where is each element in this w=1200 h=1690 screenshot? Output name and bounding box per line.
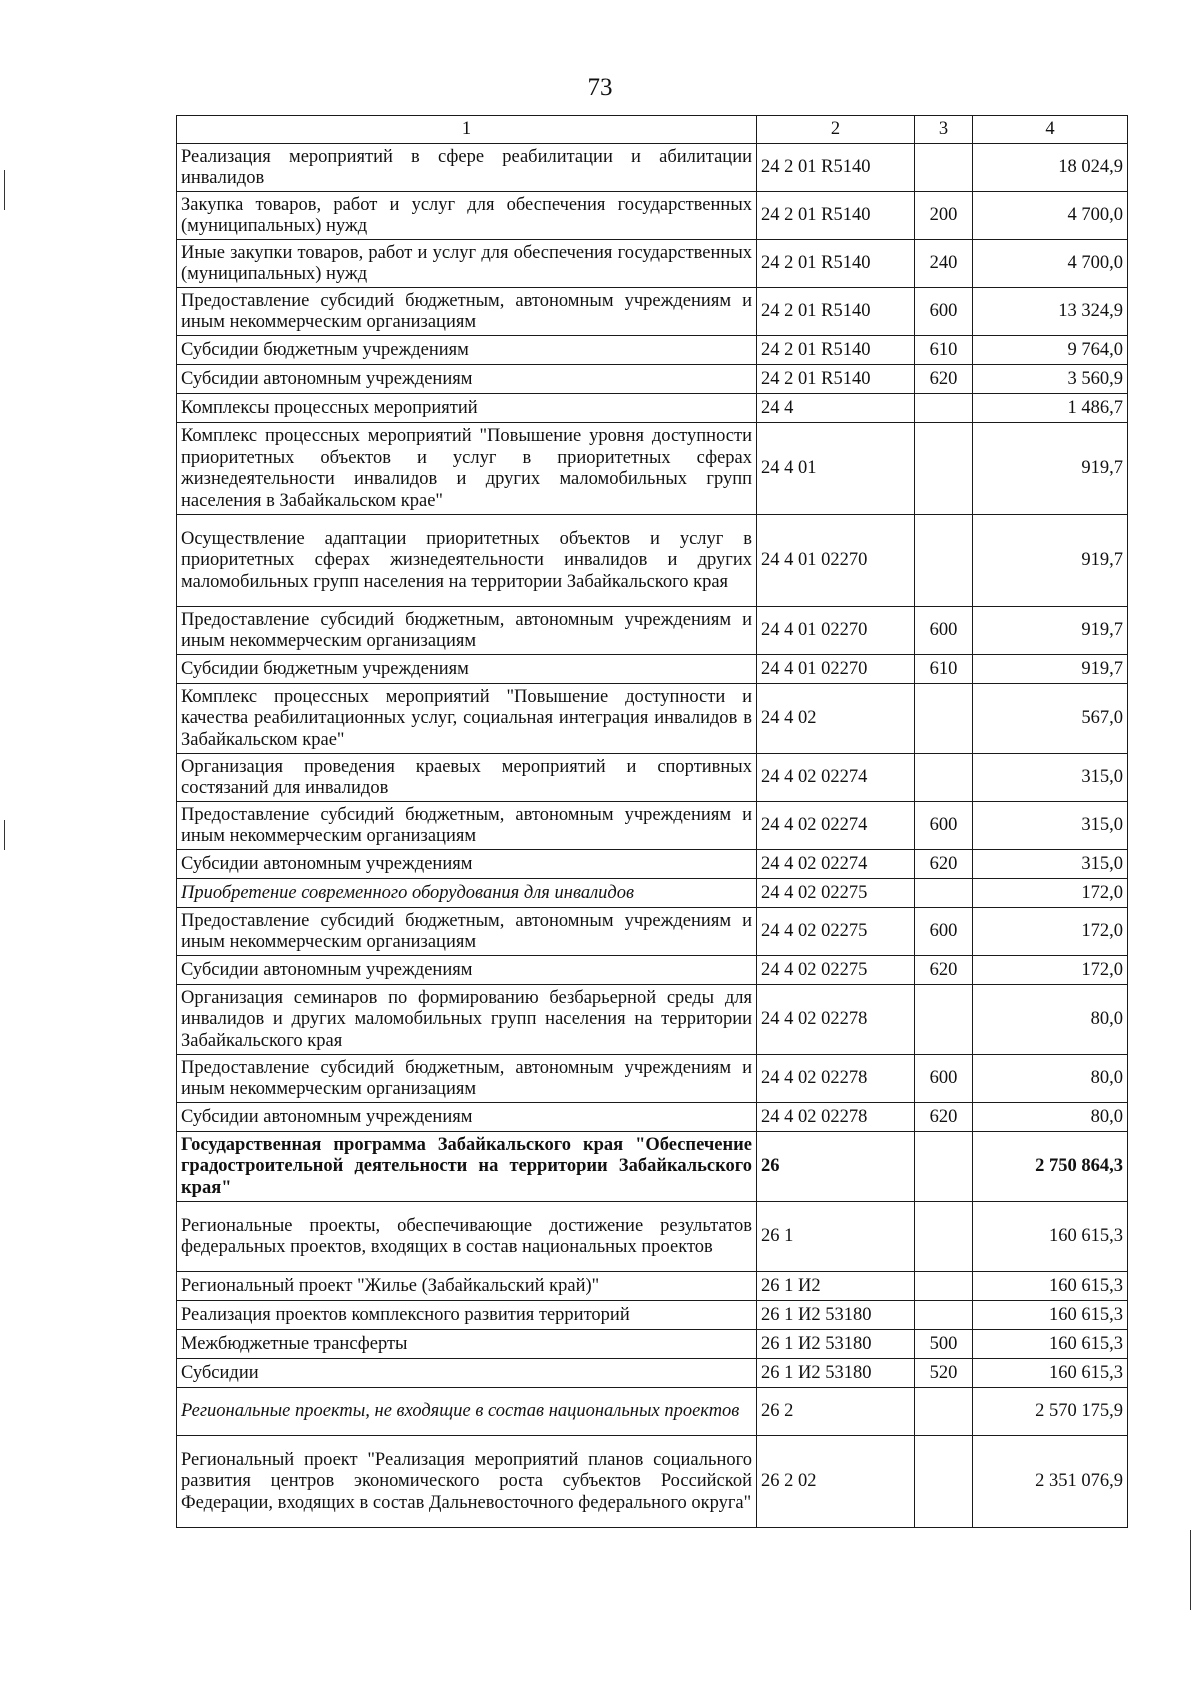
row-name-cell: Закупка товаров, работ и услуг для обеспечения государственных (муниципальных) нужд [177, 192, 757, 240]
row-amount-cell: 1 486,7 [973, 394, 1128, 423]
row-type-cell: 600 [915, 1055, 973, 1103]
row-code-cell: 26 1 И2 [757, 1272, 915, 1301]
row-amount-cell: 315,0 [973, 754, 1128, 802]
row-code-cell: 24 4 02 02278 [757, 1103, 915, 1132]
table-row [177, 754, 1128, 802]
row-name-cell: Комплекс процессных мероприятий "Повышение уровня доступности приоритетных объектов и услуг в приоритетных сферах жизнедеятельности инвалидов и других маломобильных групп населения в Забайкальском крае" [177, 423, 757, 515]
table-row [177, 655, 1128, 684]
row-amount-cell: 315,0 [973, 850, 1128, 879]
row-name-cell: Региональные проекты, не входящие в состав национальных проектов [177, 1388, 757, 1436]
row-amount-cell: 3 560,9 [973, 365, 1128, 394]
row-type-cell: 620 [915, 365, 973, 394]
header-col-2: 2 [757, 116, 915, 144]
row-code-cell: 24 4 01 [757, 423, 915, 515]
row-name-cell: Предоставление субсидий бюджетным, автономным учреждениям и иным некоммерческим организациям [177, 802, 757, 850]
row-type-cell [915, 1132, 973, 1202]
table-row [177, 1330, 1128, 1359]
row-name-cell: Предоставление субсидий бюджетным, автономным учреждениям и иным некоммерческим организациям [177, 288, 757, 336]
row-type-cell: 620 [915, 850, 973, 879]
row-amount-cell: 80,0 [973, 1055, 1128, 1103]
row-type-cell: 200 [915, 192, 973, 240]
row-amount-cell: 160 615,3 [973, 1272, 1128, 1301]
row-type-cell: 610 [915, 336, 973, 365]
table-body [177, 144, 1128, 1528]
row-type-cell: 600 [915, 288, 973, 336]
row-amount-cell: 919,7 [973, 423, 1128, 515]
row-name-cell: Комплекс процессных мероприятий "Повышение доступности и качества реабилитационных услуг, социальная интеграция инвалидов в Забайкальском крае" [177, 684, 757, 754]
row-name-cell: Субсидии автономным учреждениям [177, 365, 757, 394]
row-amount-cell: 2 750 864,3 [973, 1132, 1128, 1202]
row-code-cell: 24 4 01 02270 [757, 655, 915, 684]
row-code-cell: 26 2 [757, 1388, 915, 1436]
table-row [177, 365, 1128, 394]
row-type-cell [915, 985, 973, 1055]
row-amount-cell: 160 615,3 [973, 1301, 1128, 1330]
row-code-cell: 26 2 02 [757, 1436, 915, 1528]
table-row [177, 423, 1128, 515]
row-code-cell: 24 4 [757, 394, 915, 423]
row-type-cell: 240 [915, 240, 973, 288]
table-row [177, 1103, 1128, 1132]
row-name-cell: Реализация проектов комплексного развития территорий [177, 1301, 757, 1330]
row-amount-cell: 919,7 [973, 515, 1128, 607]
page-number: 73 [587, 74, 613, 101]
table-row [177, 515, 1128, 607]
scan-mark [1190, 1530, 1191, 1610]
row-amount-cell: 172,0 [973, 908, 1128, 956]
table-row [177, 1202, 1128, 1272]
table-row [177, 1388, 1128, 1436]
row-type-cell: 620 [915, 956, 973, 985]
header-col-3: 3 [915, 116, 973, 144]
row-type-cell: 500 [915, 1330, 973, 1359]
row-code-cell: 26 1 И2 53180 [757, 1301, 915, 1330]
row-code-cell: 24 2 01 R5140 [757, 336, 915, 365]
row-code-cell: 24 4 01 02270 [757, 515, 915, 607]
row-type-cell: 600 [915, 607, 973, 655]
row-type-cell [915, 1388, 973, 1436]
row-amount-cell: 2 570 175,9 [973, 1388, 1128, 1436]
row-type-cell: 620 [915, 1103, 973, 1132]
row-name-cell: Субсидии [177, 1359, 757, 1388]
row-code-cell: 24 4 02 02275 [757, 879, 915, 908]
row-name-cell: Предоставление субсидий бюджетным, автономным учреждениям и иным некоммерческим организациям [177, 908, 757, 956]
row-type-cell [915, 1272, 973, 1301]
budget-table [176, 115, 1128, 1528]
header-row [177, 116, 1128, 144]
row-type-cell: 600 [915, 908, 973, 956]
row-code-cell: 24 4 02 02275 [757, 956, 915, 985]
row-type-cell [915, 423, 973, 515]
row-name-cell: Предоставление субсидий бюджетным, автономным учреждениям и иным некоммерческим организациям [177, 607, 757, 655]
row-name-cell: Субсидии автономным учреждениям [177, 956, 757, 985]
row-name-cell: Приобретение современного оборудования для инвалидов [177, 879, 757, 908]
row-amount-cell: 315,0 [973, 802, 1128, 850]
row-code-cell: 24 4 02 [757, 684, 915, 754]
row-code-cell: 24 4 02 02275 [757, 908, 915, 956]
row-amount-cell: 80,0 [973, 985, 1128, 1055]
row-type-cell: 520 [915, 1359, 973, 1388]
row-name-cell: Осуществление адаптации приоритетных объектов и услуг в приоритетных сферах жизнедеятельности инвалидов и других маломобильных групп населения на территории Забайкальского края [177, 515, 757, 607]
row-name-cell: Иные закупки товаров, работ и услуг для обеспечения государственных (муниципальных) нужд [177, 240, 757, 288]
row-name-cell: Региональные проекты, обеспечивающие достижение результатов федеральных проектов, входящих в состав национальных проектов [177, 1202, 757, 1272]
row-code-cell: 26 [757, 1132, 915, 1202]
table-row [177, 985, 1128, 1055]
scan-mark [4, 820, 5, 850]
row-code-cell: 24 2 01 R5140 [757, 240, 915, 288]
row-type-cell [915, 515, 973, 607]
table-row [177, 1301, 1128, 1330]
row-name-cell: Реализация мероприятий в сфере реабилитации и абилитации инвалидов [177, 144, 757, 192]
row-type-cell [915, 754, 973, 802]
row-amount-cell: 9 764,0 [973, 336, 1128, 365]
row-type-cell [915, 879, 973, 908]
table-row [177, 684, 1128, 754]
row-type-cell [915, 1202, 973, 1272]
table-row [177, 1359, 1128, 1388]
row-amount-cell: 160 615,3 [973, 1330, 1128, 1359]
table-row [177, 850, 1128, 879]
row-code-cell: 24 4 02 02274 [757, 802, 915, 850]
row-name-cell: Региональный проект "Жилье (Забайкальский край)" [177, 1272, 757, 1301]
row-code-cell: 24 2 01 R5140 [757, 288, 915, 336]
row-amount-cell: 919,7 [973, 607, 1128, 655]
row-code-cell: 24 4 02 02274 [757, 754, 915, 802]
row-code-cell: 24 2 01 R5140 [757, 192, 915, 240]
table-row [177, 144, 1128, 192]
row-name-cell: Субсидии бюджетным учреждениям [177, 655, 757, 684]
row-name-cell: Субсидии автономным учреждениям [177, 850, 757, 879]
row-amount-cell: 80,0 [973, 1103, 1128, 1132]
row-type-cell [915, 144, 973, 192]
row-type-cell [915, 1436, 973, 1528]
row-amount-cell: 567,0 [973, 684, 1128, 754]
row-amount-cell: 160 615,3 [973, 1202, 1128, 1272]
row-code-cell: 24 4 01 02270 [757, 607, 915, 655]
row-amount-cell: 4 700,0 [973, 240, 1128, 288]
table-row [177, 956, 1128, 985]
row-name-cell: Региональный проект "Реализация мероприятий планов социального развития центров экономического роста субъектов Российской Федерации, входящих в состав Дальневосточного федерального округа" [177, 1436, 757, 1528]
row-code-cell: 26 1 [757, 1202, 915, 1272]
row-name-cell: Субсидии бюджетным учреждениям [177, 336, 757, 365]
row-name-cell: Межбюджетные трансферты [177, 1330, 757, 1359]
row-type-cell [915, 1301, 973, 1330]
row-amount-cell: 172,0 [973, 956, 1128, 985]
row-amount-cell: 919,7 [973, 655, 1128, 684]
row-name-cell: Предоставление субсидий бюджетным, автономным учреждениям и иным некоммерческим организациям [177, 1055, 757, 1103]
table-row [177, 240, 1128, 288]
row-name-cell: Организация семинаров по формированию безбарьерной среды для инвалидов и других маломобильных групп населения на территории Забайкальского края [177, 985, 757, 1055]
row-code-cell: 24 4 02 02278 [757, 1055, 915, 1103]
row-code-cell: 26 1 И2 53180 [757, 1330, 915, 1359]
row-code-cell: 24 2 01 R5140 [757, 144, 915, 192]
table-row [177, 1132, 1128, 1202]
row-amount-cell: 160 615,3 [973, 1359, 1128, 1388]
row-amount-cell: 13 324,9 [973, 288, 1128, 336]
table-row [177, 394, 1128, 423]
table-row [177, 879, 1128, 908]
row-type-cell: 610 [915, 655, 973, 684]
row-name-cell: Комплексы процессных мероприятий [177, 394, 757, 423]
row-type-cell: 600 [915, 802, 973, 850]
table-row [177, 908, 1128, 956]
scan-mark [4, 170, 5, 210]
header-col-1: 1 [177, 116, 757, 144]
table-row [177, 1272, 1128, 1301]
row-amount-cell: 4 700,0 [973, 192, 1128, 240]
table-row [177, 607, 1128, 655]
row-code-cell: 26 1 И2 53180 [757, 1359, 915, 1388]
table-row [177, 802, 1128, 850]
row-amount-cell: 172,0 [973, 879, 1128, 908]
table-row [177, 288, 1128, 336]
table-row [177, 1055, 1128, 1103]
row-type-cell [915, 684, 973, 754]
row-code-cell: 24 4 02 02274 [757, 850, 915, 879]
table-row [177, 336, 1128, 365]
table-row [177, 1436, 1128, 1528]
row-name-cell: Организация проведения краевых мероприятий и спортивных состязаний для инвалидов [177, 754, 757, 802]
row-name-cell: Государственная программа Забайкальского края "Обеспечение градостроительной деятельности на территории Забайкальского края" [177, 1132, 757, 1202]
row-code-cell: 24 4 02 02278 [757, 985, 915, 1055]
row-name-cell: Субсидии автономным учреждениям [177, 1103, 757, 1132]
header-col-4: 4 [973, 116, 1128, 144]
row-amount-cell: 2 351 076,9 [973, 1436, 1128, 1528]
table-row [177, 192, 1128, 240]
row-type-cell [915, 394, 973, 423]
row-amount-cell: 18 024,9 [973, 144, 1128, 192]
row-code-cell: 24 2 01 R5140 [757, 365, 915, 394]
